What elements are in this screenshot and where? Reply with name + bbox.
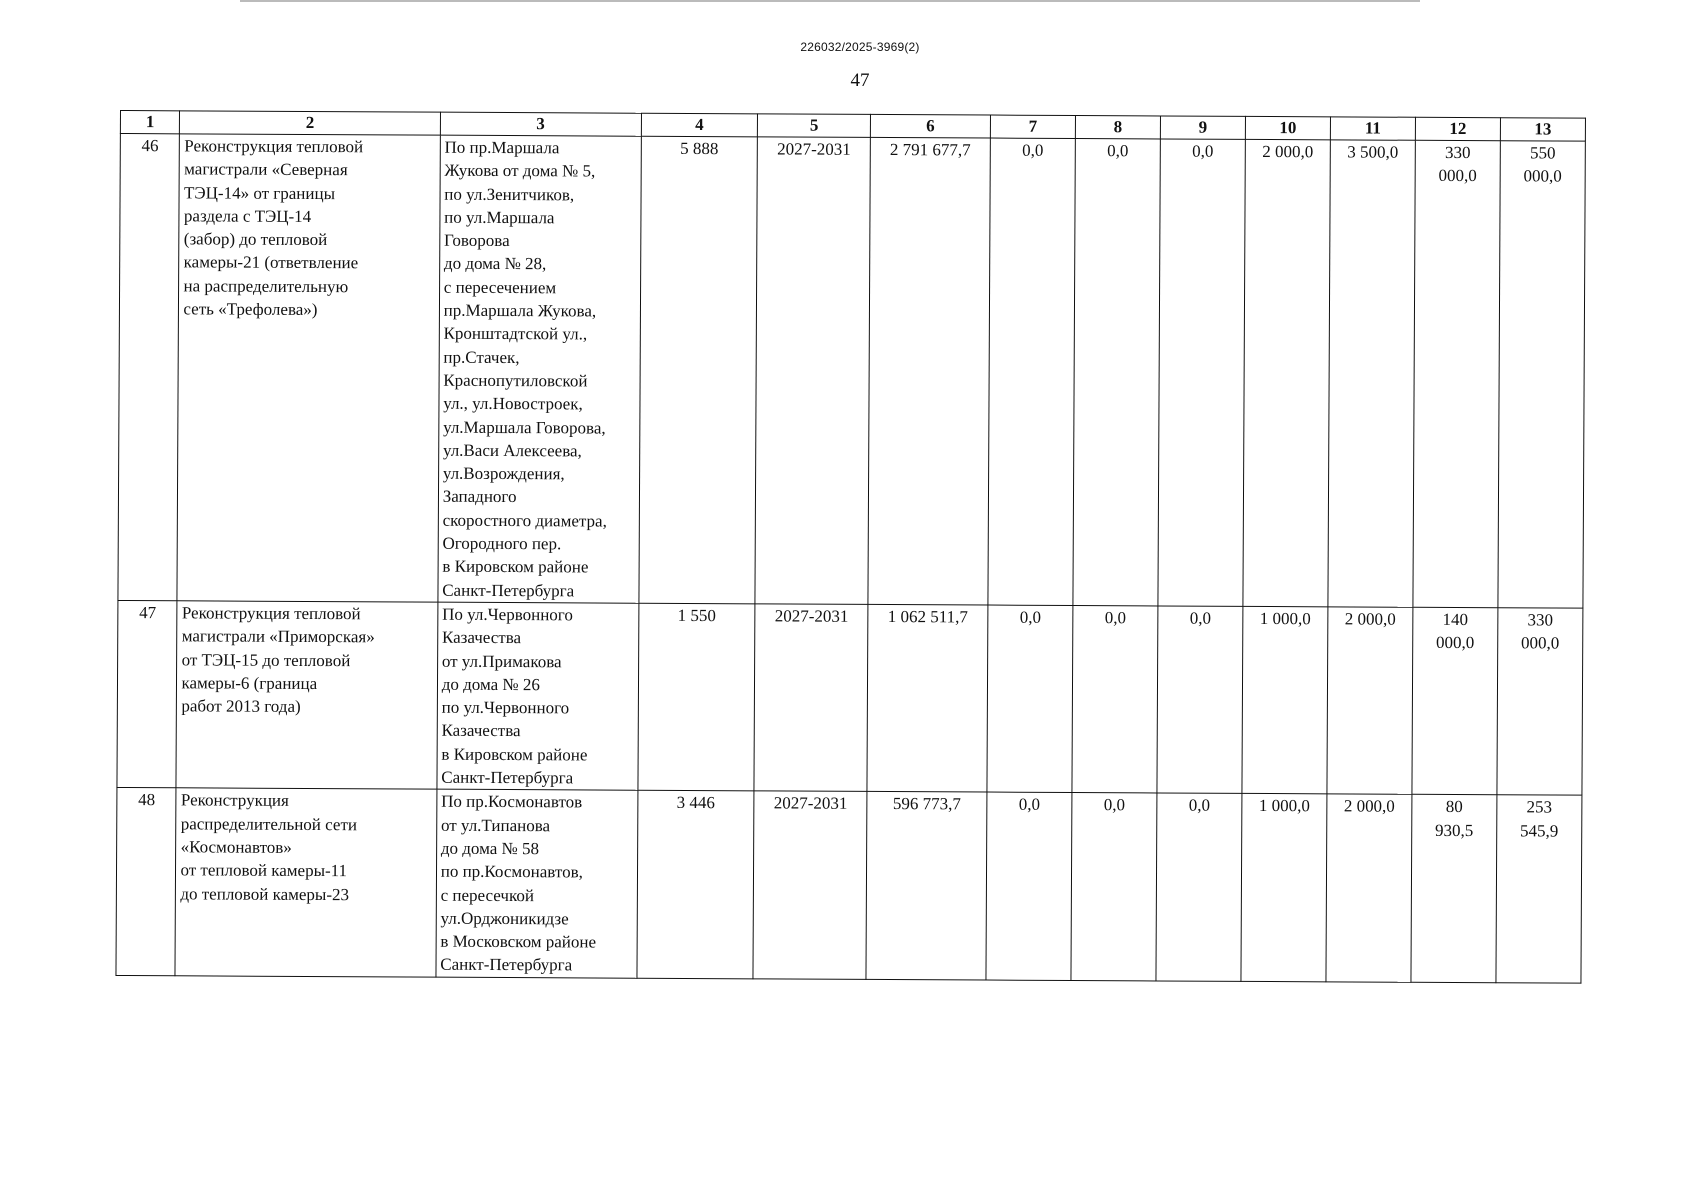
period-cell: 2027-2031 <box>755 137 870 605</box>
projects-table <box>115 110 1586 983</box>
value-cell: 0,0 <box>1071 793 1157 981</box>
project-name-line: магистрали «Приморская» <box>181 626 375 647</box>
route-description <box>438 135 641 603</box>
value-line: 550 <box>1529 143 1556 163</box>
table-row <box>116 788 1582 983</box>
header-cell: 5 <box>758 114 871 138</box>
route-line: с пересечкой <box>440 885 535 905</box>
project-name-line: распределительной сети <box>180 813 358 834</box>
period-cell: 2027-2031 <box>753 791 867 979</box>
route-line: в Кировском районе <box>442 557 589 577</box>
route-line: скоростного диаметра, <box>442 510 607 531</box>
project-name-line: камеры-6 (граница <box>181 673 318 693</box>
scan-edge-line <box>240 0 1420 2</box>
route-line: пр.Маршала Жукова, <box>443 300 597 321</box>
route-line: до дома № 26 <box>441 674 540 695</box>
project-name-line: «Космонавтов» <box>180 837 292 857</box>
route-line: до дома № 58 <box>440 838 540 859</box>
value-cell <box>1413 140 1500 607</box>
route-line: Краснопутиловской <box>443 370 588 391</box>
value-line: 330 <box>1444 142 1471 163</box>
header-cell: 2 <box>180 111 440 135</box>
length-cell: 1 550 <box>637 603 755 791</box>
value-cell: 0,0 <box>1157 606 1243 794</box>
project-name-line: на распределительную <box>183 276 349 296</box>
value-line: 253 <box>1526 797 1553 817</box>
value-cell <box>1411 795 1497 983</box>
route-line: ул.Орджоникидзе <box>440 908 569 929</box>
route-line: Казачества <box>441 627 522 648</box>
route-line: в Кировском районе <box>441 744 588 765</box>
value-cell: 0,0 <box>986 792 1072 980</box>
value-line: 140 <box>1442 609 1469 630</box>
value-cell: 0,0 <box>1156 793 1242 981</box>
value-cell: 0,0 <box>987 605 1073 793</box>
route-line: По пр.Маршала <box>444 137 560 158</box>
value-cell <box>1497 608 1583 796</box>
value-cell: 0,0 <box>988 138 1075 605</box>
registration-number: 226032/2025-3969(2) <box>800 40 920 54</box>
route-description <box>437 602 639 790</box>
page-number: 47 <box>850 70 870 91</box>
project-name-line: (забор) до тепловой <box>183 229 328 250</box>
cost-cell: 596 773,7 <box>866 792 987 980</box>
period-cell: 2027-2031 <box>754 604 868 792</box>
header-cell: 12 <box>1415 117 1500 140</box>
value-line: 000,0 <box>1438 166 1477 186</box>
project-name-line: Реконструкция тепловой <box>184 136 364 157</box>
route-line: ул.Возрождения, <box>442 463 565 484</box>
route-line: ул., ул.Новостроек, <box>443 393 583 414</box>
value-line: 000,0 <box>1436 633 1475 653</box>
cost-cell: 2 791 677,7 <box>868 137 990 605</box>
project-name-line: Реконструкция тепловой <box>181 603 361 624</box>
route-line: по ул.Зенитчиков, <box>444 184 575 204</box>
route-line: Санкт-Петербурга <box>440 955 573 975</box>
value-line: 330 <box>1527 610 1554 630</box>
project-name <box>177 134 440 602</box>
value-cell: 0,0 <box>1073 139 1160 606</box>
value-cell: 0,0 <box>1072 605 1158 793</box>
value-cell <box>1496 795 1582 983</box>
header-cell: 1 <box>120 111 180 134</box>
project-name-line: раздела с ТЭЦ-14 <box>183 206 312 226</box>
project-name-line: Реконструкция <box>180 790 289 811</box>
project-name-line: камеры-21 (ответвление <box>183 252 359 273</box>
value-cell: 2 000,0 <box>1243 139 1330 606</box>
project-name <box>175 788 436 977</box>
route-line: с пересечением <box>443 277 557 298</box>
table-row <box>117 600 1583 795</box>
value-line: 000,0 <box>1521 633 1560 653</box>
value-cell: 1 000,0 <box>1242 606 1328 794</box>
table-row <box>118 134 1585 609</box>
header-cell: 10 <box>1245 116 1330 139</box>
cost-cell: 1 062 511,7 <box>867 604 988 792</box>
route-line: по ул.Червонного <box>441 697 570 718</box>
value-cell <box>1412 607 1498 795</box>
route-line: по ул.Маршала <box>444 207 555 228</box>
project-name-line: от ТЭЦ-15 до тепловой <box>181 649 351 670</box>
project-name-line: до тепловой камеры-23 <box>180 883 350 904</box>
route-line: По пр.Космонавтов <box>441 792 583 812</box>
route-line: пр.Стачек, <box>443 347 520 367</box>
route-line: Казачества <box>441 721 521 741</box>
header-cell: 3 <box>440 112 641 136</box>
table-container <box>115 110 1586 983</box>
value-line: 545,9 <box>1520 820 1559 841</box>
length-cell: 3 446 <box>636 791 754 979</box>
value-cell: 2 000,0 <box>1327 607 1413 795</box>
header-cell: 4 <box>641 113 758 137</box>
route-line: по пр.Космонавтов, <box>440 861 583 882</box>
route-line: в Московском районе <box>440 931 597 952</box>
route-line: Жукова от дома № 5, <box>444 160 596 181</box>
route-line: Кронштадтской ул., <box>443 324 588 344</box>
route-line: от ул.Типанова <box>440 815 551 835</box>
route-line: По ул.Червонного <box>442 604 573 625</box>
route-line: от ул.Примакова <box>441 651 562 671</box>
header-cell: 8 <box>1075 116 1160 139</box>
header-cell: 7 <box>990 115 1075 138</box>
value-line: 930,5 <box>1435 820 1474 840</box>
header-cell: 9 <box>1160 116 1245 139</box>
row-number: 47 <box>117 600 177 788</box>
project-name <box>176 601 437 790</box>
project-name-line: сеть «Трефолева») <box>183 299 318 320</box>
header-cell: 11 <box>1330 117 1415 140</box>
value-line: 000,0 <box>1523 166 1562 186</box>
value-cell: 0,0 <box>1158 139 1245 606</box>
value-cell <box>1498 141 1585 608</box>
value-cell: 3 500,0 <box>1328 140 1415 607</box>
route-line: до дома № 28, <box>443 254 547 274</box>
project-name-line: ТЭЦ-14» от границы <box>184 182 336 203</box>
project-name-line: от тепловой камеры-11 <box>180 860 348 881</box>
header-cell: 6 <box>870 114 990 138</box>
route-line: ул.Маршала Говорова, <box>443 417 606 438</box>
row-number: 48 <box>116 788 176 976</box>
route-line: Западного <box>442 487 517 507</box>
length-cell: 5 888 <box>638 136 757 604</box>
route-line: ул.Васи Алексеева, <box>442 440 582 461</box>
value-cell: 2 000,0 <box>1326 794 1412 982</box>
route-line: Говорова <box>444 230 510 251</box>
header-cell: 13 <box>1500 118 1585 141</box>
row-number: 46 <box>118 134 180 601</box>
route-line: Санкт-Петербурга <box>441 767 574 788</box>
route-line: Огородного пер. <box>442 533 562 554</box>
project-name-line: магистрали «Северная <box>184 159 348 180</box>
route-description <box>436 789 638 977</box>
value-line: 80 <box>1445 797 1463 817</box>
project-name-line: работ 2013 года) <box>181 696 301 717</box>
route-line: Санкт-Петербурга <box>442 580 575 601</box>
value-cell: 1 000,0 <box>1241 794 1327 982</box>
